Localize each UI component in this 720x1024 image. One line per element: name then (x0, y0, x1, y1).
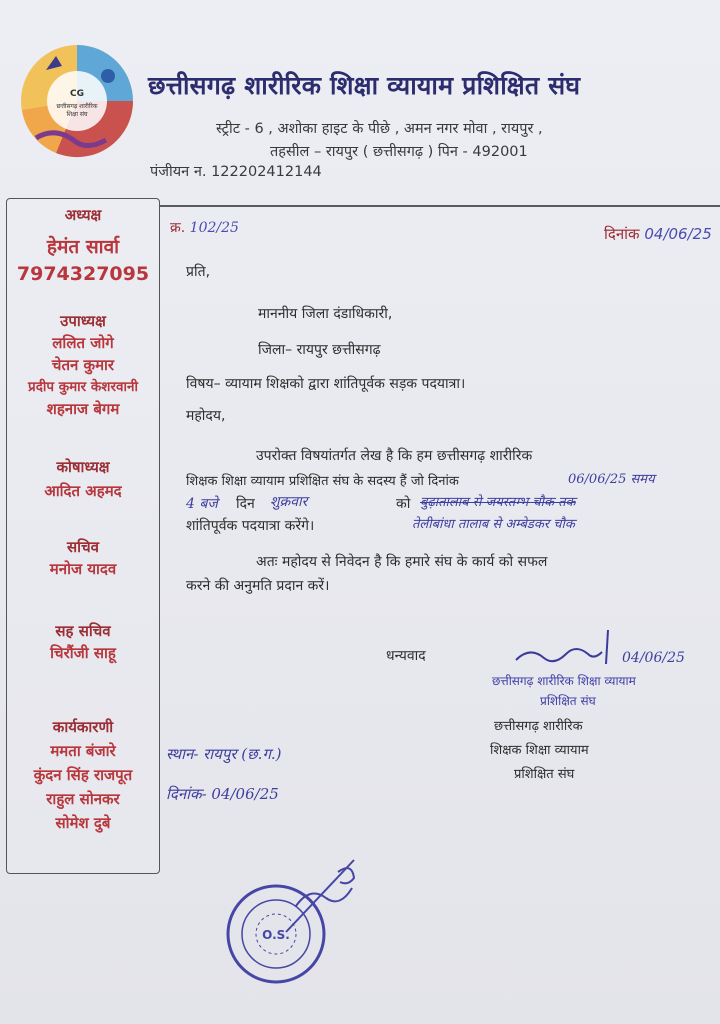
treasurer-title: कोषाध्यक्ष (56, 458, 110, 476)
svg-text:CG: CG (70, 89, 84, 99)
request-line-2: करने की अनुमति प्रदान करें। (186, 578, 330, 594)
vice-member: प्रदीप कुमार केशरवानी (28, 379, 138, 395)
from-label: को (396, 496, 411, 512)
vice-president-title: उपाध्यक्ष (60, 312, 106, 330)
subject-line: विषय– व्यायाम शिक्षको द्वारा शांतिपूर्वक सड़क पदयात्रा। (186, 376, 466, 392)
signature-stamp (474, 624, 714, 714)
to-line: प्रति, (186, 264, 211, 280)
svg-text:शिक्षा संघ: शिक्षा संघ (66, 111, 88, 118)
sign-block-line-3: प्रशिक्षित संघ (514, 767, 575, 782)
handwritten-place: स्थान- रायपुर (छ.ग.) (166, 745, 282, 763)
vice-member: चेतन कुमार (51, 356, 115, 374)
handwritten-route: तेलीबांधा तालाब से अम्बेडकर चौक (412, 517, 575, 532)
reference-value: 102/25 (189, 220, 239, 236)
president-phone: 7974327095 (16, 263, 150, 285)
address-line-2: तहसील – रायपुर ( छत्तीसगढ़ ) पिन - 492001 (270, 144, 528, 160)
seal-text: O.S. (262, 928, 290, 942)
joint-secretary-title: सह सचिव (55, 622, 111, 640)
organization-logo (16, 40, 138, 162)
svg-text:छत्तीसगढ़ शारीरिक: छत्तीसगढ़ शारीरिक (56, 103, 98, 110)
salutation: महोदय, (186, 408, 226, 424)
organization-title: छत्तीसगढ़ शारीरिक शिक्षा व्यायाम प्रशिक्षित संघ (148, 71, 581, 100)
vice-member: शहनाज बेगम (46, 400, 120, 418)
header-divider (160, 205, 720, 207)
stamp-line-2: प्रशिक्षित संघ (540, 694, 596, 708)
handwritten-route-struck: बुढ़ातालाब से जयस्तम्भ चौक तक (420, 495, 576, 510)
handwritten-date-bottom: दिनांक- 04/06/25 (166, 785, 279, 803)
handwritten-date: 06/06/25 समय (568, 472, 655, 487)
reference-label: क्र. (170, 220, 186, 236)
date-value: 04/06/25 (644, 225, 712, 243)
joint-secretary-name: चिरौंजी साहू (50, 644, 116, 662)
body-line-1: उपरोक्त विषयांतर्गत लेख है कि हम छत्तीसगढ़ शारीरिक (256, 448, 533, 464)
date-label: दिनांक (604, 225, 640, 243)
official-seal (226, 846, 386, 996)
vice-member: ललित जोगे (52, 334, 114, 352)
sign-block-line-1: छत्तीसगढ़ शारीरिक (494, 719, 583, 734)
recipient-line: माननीय जिला दंडाधिकारी, (258, 306, 393, 322)
handwritten-day: शुक्रवार (270, 494, 308, 510)
body-line-4: शांतिपूर्वक पदयात्रा करेंगे। (186, 518, 315, 534)
executive-title: कार्यकारणी (52, 718, 114, 736)
executive-member: ममता बंजारे (50, 742, 116, 760)
district-line: जिला– रायपुर छत्तीसगढ़ (258, 342, 381, 358)
body-line-2: शिक्षक शिक्षा व्यायाम प्रशिक्षित संघ के सदस्य हैं जो दिनांक (186, 474, 459, 489)
office-bearers-panel (6, 198, 160, 874)
president-title: अध्यक्ष (64, 206, 102, 224)
secretary-name: मनोज यादव (49, 560, 117, 578)
executive-member: कुंदन सिंह राजपूत (33, 766, 133, 784)
letter-date (604, 224, 712, 244)
stamp-line-1: छत्तीसगढ़ शारीरिक शिक्षा व्यायाम (492, 674, 636, 688)
thanks: धन्यवाद (386, 648, 426, 664)
handwritten-time: 4 बजे (186, 496, 218, 512)
address-line-1: स्ट्रीट - 6 , अशोका हाइट के पीछे , अमन नगर मोवा , रायपुर , (216, 121, 543, 137)
treasurer-name: आदित अहमद (44, 482, 122, 500)
reference-number (170, 218, 239, 237)
registration-number: पंजीयन न. 122202412144 (150, 164, 322, 180)
request-line-1: अतः महोदय से निवेदन है कि हमारे संघ के कार्य को सफल (256, 554, 548, 570)
president-name: हेमंत सार्वा (46, 236, 120, 258)
executive-member: सोमेश दुबे (55, 814, 111, 832)
executive-member: राहुल सोनकर (46, 790, 120, 808)
sign-block-line-2: शिक्षक शिक्षा व्यायाम (490, 743, 589, 758)
secretary-title: सचिव (67, 538, 99, 556)
signature-date: 04/06/25 (622, 650, 685, 666)
day-label: दिन (236, 496, 255, 512)
